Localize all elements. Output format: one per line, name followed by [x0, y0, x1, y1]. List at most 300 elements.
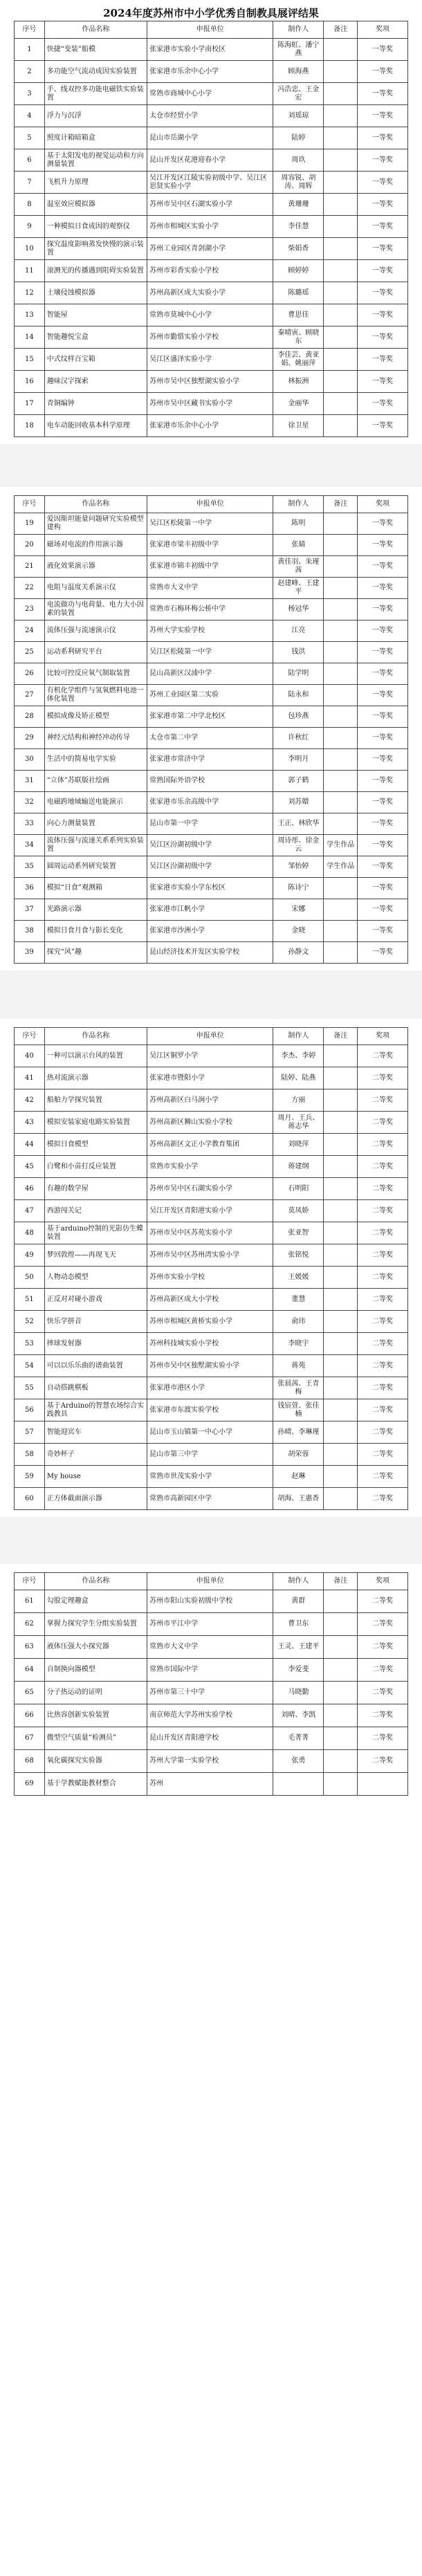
- remark: [324, 149, 358, 172]
- applicant-unit: 苏州: [147, 1773, 273, 1796]
- author: 江亮: [273, 620, 324, 642]
- author: 周诗彤、徐金云: [273, 835, 324, 856]
- author: 陈诗宁: [273, 878, 324, 899]
- table-row: [15, 1134, 408, 1156]
- award: 二等奖: [358, 1422, 408, 1444]
- author: 钱宸萱、张佳楠: [273, 1399, 324, 1422]
- work-title: 梦回敦煌——再现飞天: [44, 1244, 147, 1267]
- applicant-unit: 昆山市玉山镇第一中心小学: [147, 1422, 273, 1444]
- table-row: [15, 1444, 408, 1466]
- remark: [324, 127, 358, 149]
- row-number: 17: [15, 393, 45, 415]
- table-row: [15, 556, 408, 578]
- table-row: [15, 1355, 408, 1377]
- results-document: [0, 21, 422, 1796]
- work-title: 西游闯关记: [44, 1200, 147, 1222]
- award: 一等奖: [358, 393, 408, 415]
- row-number: 45: [15, 1156, 45, 1178]
- row-number: 42: [15, 1089, 45, 1112]
- applicant-unit: 常熟市商城中心小学: [147, 83, 273, 105]
- work-title: 奇妙杯子: [44, 1444, 147, 1466]
- work-title: 快乐学拼音: [44, 1311, 147, 1333]
- column-header: 申报单位: [147, 21, 273, 39]
- work-title: 基于Arduino的智慧农场综合实践教具: [44, 1399, 147, 1422]
- author: 张勇: [273, 1750, 324, 1773]
- results-table: [14, 21, 408, 437]
- author: 陆婷: [273, 127, 324, 149]
- table-row: [15, 1422, 408, 1444]
- applicant-unit: 常熟市高新园区中学: [147, 1488, 273, 1510]
- award: 一等奖: [358, 921, 408, 942]
- award: 一等奖: [358, 771, 408, 792]
- applicant-unit: 苏州科技城实验小学校: [147, 1333, 273, 1355]
- column-header: 序号: [15, 1028, 45, 1045]
- author: 俞玮: [273, 1311, 324, 1333]
- remark: [324, 1682, 358, 1704]
- award: 一等奖: [358, 685, 408, 706]
- row-number: 44: [15, 1134, 45, 1156]
- applicant-unit: 昆山市岳湖小学: [147, 127, 273, 149]
- table-row: [15, 728, 408, 749]
- remark: [324, 1727, 358, 1750]
- table-row: [15, 149, 408, 172]
- author: 王媛媛: [273, 1267, 324, 1289]
- row-number: 64: [15, 1659, 45, 1682]
- work-title: 电流做功与电荷量、电力大小因素的装置: [44, 599, 147, 620]
- applicant-unit: 苏州市吴中区独墅湖实验小学: [147, 1355, 273, 1377]
- author: 陆婷、陆燕: [273, 1067, 324, 1089]
- remark: [324, 1067, 358, 1089]
- work-title: 中式纹样百宝箱: [44, 349, 147, 371]
- author: 陆永和: [273, 685, 324, 706]
- remark: [324, 172, 358, 194]
- author: 杨冠华: [273, 599, 324, 620]
- remark: [324, 1267, 358, 1289]
- row-number: 30: [15, 749, 45, 771]
- award: 二等奖: [358, 1067, 408, 1089]
- remark: [324, 728, 358, 749]
- applicant-unit: 常熟市国际中学: [147, 1659, 273, 1682]
- table-row: [15, 260, 408, 282]
- award: 二等奖: [358, 1267, 408, 1289]
- award: 二等奖: [358, 1727, 408, 1750]
- applicant-unit: 苏州市阳山实验初级中学校: [147, 1590, 273, 1613]
- author: 刘晴、李凯: [273, 1704, 324, 1727]
- remark: [324, 578, 358, 599]
- row-number: 19: [15, 513, 45, 535]
- applicant-unit: 吴江区铜罗小学: [147, 1045, 273, 1067]
- award: 二等奖: [358, 1613, 408, 1636]
- author: 陈海虹、潘宁燕: [273, 39, 324, 61]
- row-number: 62: [15, 1613, 45, 1636]
- author: 李爱斐: [273, 1659, 324, 1682]
- table-row: [15, 83, 408, 105]
- award: 一等奖: [358, 216, 408, 238]
- award: 一等奖: [358, 620, 408, 642]
- applicant-unit: 张家港市乐余高级中学: [147, 792, 273, 813]
- work-title: 神经元结构和神经冲动传导: [44, 728, 147, 749]
- remark: [324, 1134, 358, 1156]
- award: 二等奖: [358, 1488, 408, 1510]
- applicant-unit: 苏州高新区白马涧小学: [147, 1089, 273, 1112]
- row-number: 55: [15, 1377, 45, 1399]
- remark: [324, 535, 358, 556]
- award: 一等奖: [358, 599, 408, 620]
- table-row: [15, 535, 408, 556]
- author: 李佳慧: [273, 216, 324, 238]
- table-row: [15, 706, 408, 728]
- table-row: [15, 1613, 408, 1636]
- work-title: 手、线双控多功能电磁铁实验装置: [44, 83, 147, 105]
- row-number: 12: [15, 282, 45, 304]
- author: 莫凤娇: [273, 1200, 324, 1222]
- row-number: 48: [15, 1222, 45, 1244]
- author: 周月、王兵、蒋志华: [273, 1112, 324, 1134]
- award: 二等奖: [358, 1466, 408, 1488]
- applicant-unit: 张家港市港区小学: [147, 1377, 273, 1399]
- applicant-unit: 苏州市吴中区苏州湾实验小学: [147, 1244, 273, 1267]
- table-row: [15, 393, 408, 415]
- award: 二等奖: [358, 1289, 408, 1311]
- column-header: 奖项: [358, 1028, 408, 1045]
- award: 一等奖: [358, 39, 408, 61]
- remark: [324, 663, 358, 685]
- award: 一等奖: [358, 835, 408, 856]
- row-number: 47: [15, 1200, 45, 1222]
- work-title: 可以以乐乐曲的谱曲装置: [44, 1355, 147, 1377]
- remark: [324, 393, 358, 415]
- applicant-unit: 张家港市实验小学东校区: [147, 878, 273, 899]
- remark: [324, 1089, 358, 1112]
- award: 一等奖: [358, 61, 408, 83]
- applicant-unit: 张家港市东渡实验学校: [147, 1399, 273, 1422]
- remark: [324, 921, 358, 942]
- row-number: 9: [15, 216, 45, 238]
- column-header: 备注: [324, 1573, 358, 1590]
- award: 一等奖: [358, 415, 408, 437]
- table-row: [15, 663, 408, 685]
- remark: [324, 1112, 358, 1134]
- applicant-unit: 苏州工业园区第二实验: [147, 685, 273, 706]
- award: 二等奖: [358, 1590, 408, 1613]
- author: 周玖: [273, 149, 324, 172]
- remark: [324, 1704, 358, 1727]
- remark: [324, 304, 358, 326]
- award: 一等奖: [358, 578, 408, 599]
- remark: [324, 642, 358, 663]
- applicant-unit: 昆山开发区花港迎春小学: [147, 149, 273, 172]
- table-row: [15, 127, 408, 149]
- remark: [324, 706, 358, 728]
- work-title: 光路演示器: [44, 899, 147, 921]
- work-title: 有机化学组件与氢氧燃料电池一体化装置: [44, 685, 147, 706]
- table-row: [15, 194, 408, 216]
- row-number: 25: [15, 642, 45, 663]
- author: 郭子鹤: [273, 771, 324, 792]
- table-row: [15, 899, 408, 921]
- table-row: [15, 1682, 408, 1704]
- row-number: 11: [15, 260, 45, 282]
- applicant-unit: 苏州市第三十中学: [147, 1682, 273, 1704]
- work-title: 电车动能回收基本科学原理: [44, 415, 147, 437]
- award: 一等奖: [358, 728, 408, 749]
- column-header: 奖项: [358, 496, 408, 513]
- table-row: [15, 304, 408, 326]
- applicant-unit: 苏州市吴中区苏苑实验小学: [147, 1222, 273, 1244]
- author: 李晓宇: [273, 1333, 324, 1355]
- award: 二等奖: [358, 1112, 408, 1134]
- author: 秦晴寅、顾晓东: [273, 326, 324, 349]
- table-row: [15, 771, 408, 792]
- applicant-unit: 苏州大学第一实验学校: [147, 1750, 273, 1773]
- column-header: 奖项: [358, 21, 408, 39]
- table-row: [15, 1750, 408, 1773]
- results-table: [14, 495, 408, 964]
- work-title: “立体”苏联版社绘画: [44, 771, 147, 792]
- table-row: [15, 642, 408, 663]
- applicant-unit: 苏州大学实验学校: [147, 620, 273, 642]
- work-title: 自动搭跳棋板: [44, 1377, 147, 1399]
- remark: [324, 1750, 358, 1773]
- award: 二等奖: [358, 1636, 408, 1659]
- applicant-unit: 苏州高新区成大小学校: [147, 1289, 273, 1311]
- row-number: 34: [15, 835, 45, 856]
- work-title: 探究温度影响蒸发快慢的演示装置: [44, 238, 147, 260]
- row-number: 4: [15, 105, 45, 127]
- remark: [324, 1200, 358, 1222]
- column-header: 申报单位: [147, 1028, 273, 1045]
- work-title: 智能屋: [44, 304, 147, 326]
- author: 许秋红: [273, 728, 324, 749]
- author: 毛菁菁: [273, 1727, 324, 1750]
- applicant-unit: 张家港市锦丰初级中学: [147, 556, 273, 578]
- table-row: [15, 1636, 408, 1659]
- row-number: 33: [15, 813, 45, 835]
- table-row: [15, 349, 408, 371]
- award: 一等奖: [358, 304, 408, 326]
- award: 二等奖: [358, 1444, 408, 1466]
- applicant-unit: 苏州高新区文正小学教育集团: [147, 1134, 273, 1156]
- remark: [324, 942, 358, 964]
- row-number: 51: [15, 1289, 45, 1311]
- work-title: 微型空气质量“检测员”: [44, 1727, 147, 1750]
- applicant-unit: 张家港市乐余中心小学: [147, 61, 273, 83]
- applicant-unit: 常熟市石梅环梅公桥中学: [147, 599, 273, 620]
- work-title: 液体压强大小探究器: [44, 1636, 147, 1659]
- work-title: 土壤侵蚀模拟器: [44, 282, 147, 304]
- table-row: [15, 1156, 408, 1178]
- applicant-unit: 苏州市吴中区石湖实验小学: [147, 1178, 273, 1200]
- table-row: [15, 1377, 408, 1399]
- row-number: 60: [15, 1488, 45, 1510]
- work-title: 基于arduino控制的光影仿生蝶装置: [44, 1222, 147, 1244]
- author: 孙晴、李琳瑾: [273, 1422, 324, 1444]
- award: 二等奖: [358, 1659, 408, 1682]
- remark: [324, 749, 358, 771]
- row-number: 27: [15, 685, 45, 706]
- work-title: 模拟成像及矫正模型: [44, 706, 147, 728]
- row-number: 36: [15, 878, 45, 899]
- applicant-unit: 常熟市莫城中心小学: [147, 304, 273, 326]
- work-title: 多功能空气流动成因实验装置: [44, 61, 147, 83]
- award: 一等奖: [358, 792, 408, 813]
- applicant-unit: 吴江区汾湖初级中学: [147, 835, 273, 856]
- work-title: 液化效果演示器: [44, 556, 147, 578]
- author: 李明月: [273, 749, 324, 771]
- work-title: 船舶力学探究装置: [44, 1089, 147, 1112]
- work-title: 照度计箱暗箱盒: [44, 127, 147, 149]
- table-row: [15, 1045, 408, 1067]
- author: 刘晓萍: [273, 1134, 324, 1156]
- remark: [324, 1178, 358, 1200]
- table-row: [15, 1178, 408, 1200]
- table-row: [15, 1399, 408, 1422]
- applicant-unit: 常熟市世茂实验小学: [147, 1466, 273, 1488]
- page-break: [0, 1517, 422, 1564]
- applicant-unit: 苏州市平江中学: [147, 1613, 273, 1636]
- table-row: [15, 415, 408, 437]
- remark: [324, 61, 358, 83]
- applicant-unit: 张家港市常济中学: [147, 749, 273, 771]
- results-table: [14, 1027, 408, 1510]
- row-number: 50: [15, 1267, 45, 1289]
- table-row: [15, 835, 408, 856]
- applicant-unit: 常熟市大义中学: [147, 1636, 273, 1659]
- award: 二等奖: [358, 1178, 408, 1200]
- award: 二等奖: [358, 1333, 408, 1355]
- table-row: [15, 1333, 408, 1355]
- column-header: 作品名称: [44, 496, 147, 513]
- row-number: 21: [15, 556, 45, 578]
- document-title: 2024年度苏州市中小学优秀自制教具展评结果: [103, 7, 319, 19]
- remark: [324, 1355, 358, 1377]
- row-number: 41: [15, 1067, 45, 1089]
- row-number: 24: [15, 620, 45, 642]
- author: 胡海、王惠香: [273, 1488, 324, 1510]
- author: 蒋建纲: [273, 1156, 324, 1178]
- remark: [324, 1244, 358, 1267]
- work-title: 正方体截面演示器: [44, 1488, 147, 1510]
- work-title: 模拟日食月食与影长变化: [44, 921, 147, 942]
- author: 李杰、李婷: [273, 1045, 324, 1067]
- remark: [324, 1444, 358, 1466]
- author: 蒋苑: [273, 1355, 324, 1377]
- work-title: 飞机升力原理: [44, 172, 147, 194]
- author: 金晓: [273, 921, 324, 942]
- table-row: [15, 1590, 408, 1613]
- row-number: 8: [15, 194, 45, 216]
- table-row: [15, 1112, 408, 1134]
- row-number: 37: [15, 899, 45, 921]
- table-row: [15, 238, 408, 260]
- award: 一等奖: [358, 349, 408, 371]
- table-row: [15, 1067, 408, 1089]
- applicant-unit: 张家港市乐余中心小学: [147, 415, 273, 437]
- page-break: [0, 444, 422, 487]
- work-title: 运动系利研究平台: [44, 642, 147, 663]
- author: 王正、林欣华: [273, 813, 324, 835]
- row-number: 5: [15, 127, 45, 149]
- award: 一等奖: [358, 556, 408, 578]
- remark: [324, 1377, 358, 1399]
- award: 二等奖: [358, 1704, 408, 1727]
- table-row: [15, 878, 408, 899]
- author: 顾婷婷: [273, 260, 324, 282]
- applicant-unit: 苏州市相城区实验小学: [147, 216, 273, 238]
- table-row: [15, 1466, 408, 1488]
- table-row: [15, 326, 408, 349]
- row-number: 66: [15, 1704, 45, 1727]
- work-title: 青铜编钟: [44, 393, 147, 415]
- work-title: 基于太阳发电的视觉运动和方向测量装置: [44, 149, 147, 172]
- row-number: 38: [15, 921, 45, 942]
- results-page-1: [0, 21, 422, 437]
- applicant-unit: 苏州市实验小学校: [147, 1267, 273, 1289]
- author: 黄群: [273, 1590, 324, 1613]
- applicant-unit: 吴江开发区青阳港实验小学: [147, 1200, 273, 1222]
- table-row: [15, 685, 408, 706]
- award: 二等奖: [358, 1399, 408, 1422]
- column-header: 序号: [15, 21, 45, 39]
- table-row: [15, 61, 408, 83]
- work-title: 掌握力探究学生分组实验装置: [44, 1613, 147, 1636]
- work-title: 摔球发射器: [44, 1333, 147, 1355]
- table-row: [15, 942, 408, 964]
- remark: [324, 260, 358, 282]
- work-title: 比较可控反应氧气制取装置: [44, 663, 147, 685]
- table-row: [15, 1200, 408, 1222]
- applicant-unit: 苏州市吴中区藏书实验小学: [147, 393, 273, 415]
- column-header: 作品名称: [44, 21, 147, 39]
- table-row: [15, 216, 408, 238]
- author: 徐卫星: [273, 415, 324, 437]
- work-title: 分子热运动的证明: [44, 1682, 147, 1704]
- author: 李佳芸、黄亚娟、姚丽萍: [273, 349, 324, 371]
- row-number: 52: [15, 1311, 45, 1333]
- applicant-unit: 张家港市江帆小学: [147, 899, 273, 921]
- row-number: 35: [15, 856, 45, 878]
- row-number: 28: [15, 706, 45, 728]
- remark: [324, 771, 358, 792]
- award: 二等奖: [358, 1134, 408, 1156]
- award: 一等奖: [358, 749, 408, 771]
- table-row: [15, 371, 408, 393]
- table-row: [15, 921, 408, 942]
- work-title: 模拟“日食”观测箱: [44, 878, 147, 899]
- award: 二等奖: [358, 1089, 408, 1112]
- table-row: [15, 513, 408, 535]
- applicant-unit: 苏州高新区成大实验小学: [147, 282, 273, 304]
- column-header: 制作人: [273, 21, 324, 39]
- row-number: 6: [15, 149, 45, 172]
- work-title: 磁场对电流的作用演示器: [44, 535, 147, 556]
- table-row: [15, 1659, 408, 1682]
- work-title: 一种可以演示台风的装置: [44, 1045, 147, 1067]
- remark: [324, 792, 358, 813]
- award: 一等奖: [358, 194, 408, 216]
- award: 一等奖: [358, 706, 408, 728]
- row-number: 54: [15, 1355, 45, 1377]
- award: 一等奖: [358, 149, 408, 172]
- remark: [324, 1659, 358, 1682]
- table-row: [15, 172, 408, 194]
- applicant-unit: 苏州市彩香实验小学校: [147, 260, 273, 282]
- work-title: 探究“风”趣: [44, 942, 147, 964]
- work-title: 模拟安装家庭电路实验装置: [44, 1112, 147, 1134]
- table-row: [15, 105, 408, 127]
- award: 二等奖: [358, 1377, 408, 1399]
- applicant-unit: 苏州高新区狮山实验小学校: [147, 1112, 273, 1134]
